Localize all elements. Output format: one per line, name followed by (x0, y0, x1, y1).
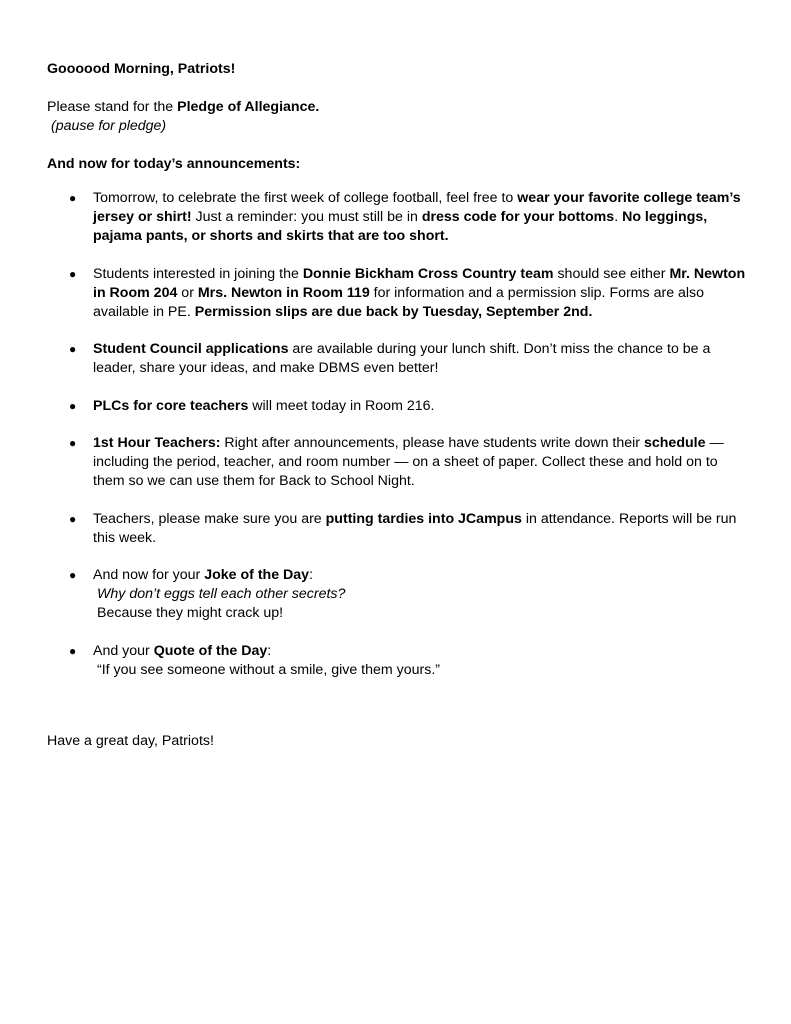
announcement-list (47, 189, 747, 680)
bold-text: 1st Hour Teachers: (93, 435, 221, 451)
announcement-football (47, 189, 747, 246)
spacer (47, 698, 747, 732)
bold-text: wear your favorite college team’s jersey or shirt! (93, 190, 741, 225)
announcements-heading-text: And now for today’s announcements: (47, 156, 301, 172)
text: should see either (553, 265, 670, 282)
announcement-tardies (47, 510, 747, 548)
bullet-icon: ● (69, 436, 77, 450)
text: are available during your lunch shift. Don’t miss the chance to be a leader, share your ideas, and make DBMS even better! (93, 341, 711, 376)
text: in attendance. Reports will be run this week. (93, 510, 737, 546)
joke-question (93, 585, 747, 604)
bold-text: No leggings, pajama pants, or shorts and skirts that are too short. (93, 209, 708, 244)
bullet-icon: ● (69, 643, 77, 658)
text: Right after announcements, please have students write down their (220, 435, 644, 451)
text: And now for your (93, 567, 205, 583)
announcement-cross-country (47, 265, 747, 322)
spacer (47, 136, 747, 155)
text: will meet today in Room 216. (248, 397, 435, 414)
bold-text: Mrs. Newton in Room 119 (197, 284, 370, 301)
spacer (47, 174, 747, 189)
spacer (47, 79, 747, 98)
text: Just a reminder: you must still be in (191, 209, 422, 225)
bold-text: Student Council applications (93, 341, 289, 357)
greeting-text: Goooood Morning, Patriots! (47, 61, 236, 77)
text: — including the period, teacher, and room number — on a sheet of paper. Collect these and hold on to them so we can use them for Back to School Night. (93, 435, 724, 489)
joke-answer: Because they might crack up! (97, 605, 284, 621)
bold-text: Quote of the Day (153, 642, 268, 659)
announcement-first-hour (47, 434, 747, 491)
announcements-heading (47, 155, 747, 174)
text: for information and a permission slip. Forms are also available in PE. (93, 284, 705, 320)
bullet-icon: ● (69, 342, 77, 356)
bold-text: Mr. Newton in Room 204 (93, 265, 746, 301)
pledge-bold: Pledge of Allegiance. (177, 99, 320, 115)
bullet-icon: ● (69, 511, 77, 526)
pledge-line (47, 98, 747, 117)
bold-text: schedule (643, 435, 706, 451)
pledge-pause (47, 117, 747, 136)
announcement-quote (47, 642, 747, 680)
announcement-joke (47, 566, 747, 623)
text: And your (93, 642, 154, 659)
bold-text: putting tardies into JCampus (325, 510, 522, 527)
bullet-icon: ● (69, 568, 77, 582)
bold-text: Joke of the Day (204, 567, 310, 583)
bullet-icon: ● (69, 266, 77, 281)
bold-text: PLCs for core teachers (93, 397, 249, 414)
bold-text: Donnie Bickham Cross Country team (302, 265, 554, 282)
text: Tomorrow, to celebrate the first week of college football, feel free to (93, 190, 518, 206)
greeting (47, 60, 747, 79)
text: or (177, 284, 198, 301)
bold-text: dress code for your bottoms (421, 209, 615, 225)
quote-text: “If you see someone without a smile, give them yours.” (97, 661, 441, 678)
announcements-document (47, 60, 747, 751)
bold-text: Permission slips are due back by Tuesday, September 2nd. (194, 303, 593, 320)
bullet-icon: ● (69, 191, 77, 205)
text: . (614, 209, 623, 225)
announcement-plcs (47, 397, 747, 416)
text: Students interested in joining the (93, 265, 303, 282)
joke-question-text: Why don’t eggs tell each other secrets? (97, 586, 346, 602)
pledge-prefix: Please stand for the (47, 99, 178, 115)
announcement-student-council (47, 340, 747, 378)
text: : (309, 567, 314, 583)
text: Teachers, please make sure you are (93, 510, 326, 527)
text: : (267, 642, 272, 659)
pledge-pause-text: (pause for pledge) (51, 118, 167, 134)
closing-line: Have a great day, Patriots! (47, 733, 214, 749)
bullet-icon: ● (69, 398, 77, 413)
